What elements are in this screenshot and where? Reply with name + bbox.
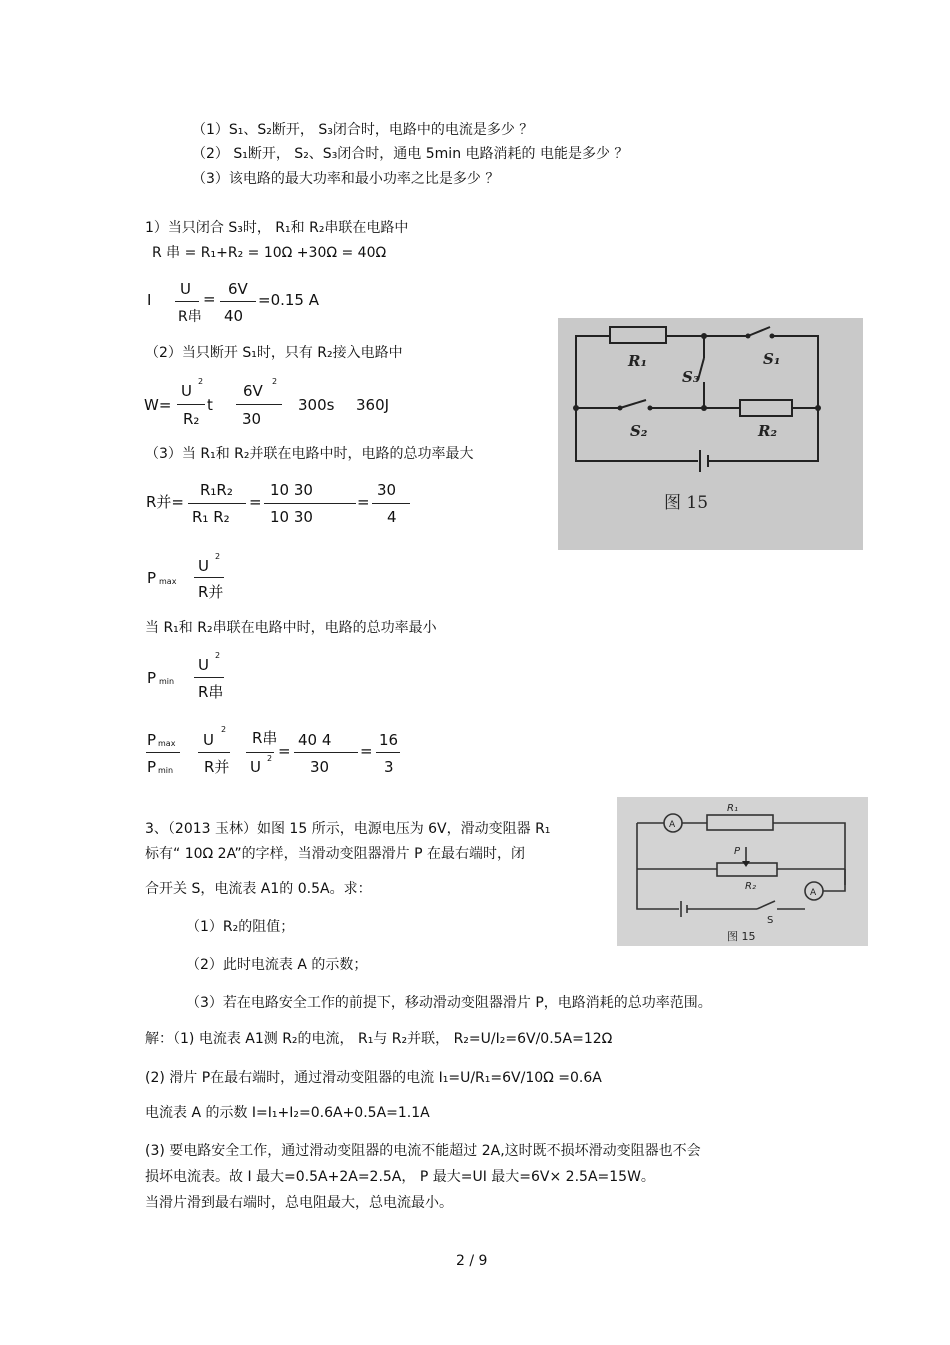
ratio-n3: R串 (252, 729, 278, 747)
ratio-n1-sub: max (158, 739, 176, 748)
pmax-den: R并 (198, 583, 224, 601)
current-lhs: I (147, 291, 152, 309)
label-s2: S₂ (630, 422, 648, 440)
pmin-num: U (198, 656, 209, 674)
rpar-lhs: R并= (146, 493, 184, 511)
problem3-line3: 合开关 S，电流表 A1的 0.5A。求： (145, 881, 372, 897)
current-num2: 6V (228, 280, 248, 298)
work-den2: 30 (242, 410, 262, 428)
work-time: 300s (298, 396, 335, 414)
circuit-diagram-top (558, 318, 863, 550)
rpar-den2: 10 30 (270, 508, 313, 526)
label-r2: R₂ (758, 422, 778, 440)
pmin-sub: min (159, 677, 175, 686)
ratio-d1-sub: min (158, 766, 174, 775)
rpar-num2: 10 30 (270, 481, 313, 499)
ratio-eq1: = (278, 742, 291, 760)
work-den: R₂ (183, 410, 200, 428)
rpar-den1: R₁ R₂ (192, 508, 230, 526)
bottom-label-r2: R₂ (745, 881, 756, 892)
work-exp2: 2 (272, 377, 278, 386)
question-1: （1）S₁、S₂断开， S₃闭合时，电路中的电流是多少 ？ (192, 122, 534, 138)
solution-step1: 1）当只闭合 S₃时， R₁和 R₂串联在电路中 (145, 220, 409, 236)
problem3-sol2: (2) 滑片 P在最右端时，通过滑动变阻器的电流 I₁=U/R₁=6V/10Ω =0.6A (145, 1070, 602, 1086)
work-lhs: W= (144, 396, 172, 414)
pmin-den: R串 (198, 683, 224, 701)
ratio-eq2: = (360, 742, 373, 760)
rpar-num1: R₁R₂ (200, 481, 233, 499)
work-t: t (207, 396, 213, 414)
ratio-d4: 30 (310, 758, 330, 776)
rpar-den3: 4 (387, 508, 397, 526)
min-text: 当 R₁和 R₂串联在电路中时，电路的总功率最小 (145, 620, 437, 636)
pmax-exp: 2 (215, 552, 221, 561)
pmin-lhs: P (147, 669, 157, 687)
work-num: U (181, 382, 192, 400)
rpar-num3: 30 (377, 481, 397, 499)
ratio-d5: 3 (384, 758, 394, 776)
ratio-n2: U (203, 731, 214, 749)
label-r1: R₁ (628, 352, 648, 370)
ratio-n4: 40 4 (298, 731, 332, 749)
rpar-eq1: = (249, 493, 262, 511)
problem3-sol5: 损坏电流表。故 I 最大=0.5A+2A=2.5A， P 最大=UI 最大=6V× 2.5A=15W。 (145, 1169, 655, 1185)
label-s1: S₁ (763, 350, 781, 368)
ratio-d2: R并 (204, 758, 230, 776)
pmax-num: U (198, 557, 209, 575)
work-result: 360J (356, 396, 390, 414)
rpar-eq2: = (357, 493, 370, 511)
bottom-label-a1: A (669, 820, 676, 830)
current-den: R串 (178, 309, 202, 325)
work-exp: 2 (198, 377, 204, 386)
problem3-q2: （2）此时电流表 A 的示数； (186, 957, 368, 973)
current-den2: 40 (224, 307, 244, 325)
pmax-lhs: P (147, 569, 157, 587)
ratio-d1: P (147, 758, 157, 776)
eq-sign: = (203, 290, 216, 308)
pmax-sub: max (159, 577, 177, 586)
solution-step2: （2）当只断开 S₁时，只有 R₂接入电路中 (145, 345, 403, 361)
problem3-sol6: 当滑片滑到最右端时，总电阻最大，总电流最小。 (145, 1195, 453, 1211)
problem3-line1: 3、（2013 玉林）如图 15 所示，电源电压为 6V，滑动变阻器 R₁ (145, 821, 551, 837)
problem3-q1: （1）R₂的阻值； (186, 919, 295, 935)
label-s3: S₃ (682, 368, 700, 386)
current-result: =0.15 A (258, 291, 319, 309)
circuit-figure-top (558, 318, 863, 550)
circuit-figure-bottom (617, 797, 868, 946)
question-2: （2） S₁断开， S₂、S₃闭合时，通电 5min 电路消耗的 电能是多少 ？ (192, 146, 629, 162)
pmin-exp: 2 (215, 651, 221, 660)
circuit-diagram-bottom (617, 797, 868, 946)
question-3: （3）该电路的最大功率和最小功率之比是多少 ？ (192, 171, 500, 187)
ratio-d3: U (250, 758, 261, 776)
solution-step3: （3）当 R₁和 R₂并联在电路中时，电路的总功率最大 (145, 446, 474, 462)
problem3-sol4: (3) 要电路安全工作，通过滑动变阻器的电流不能超过 2A,这时既不损坏滑动变阻器也不会 (145, 1143, 701, 1159)
series-resistance-eq: R 串 = R₁+R₂ = 10Ω +30Ω = 40Ω (152, 245, 387, 261)
ratio-n5: 16 (379, 731, 399, 749)
bottom-label-p: P (734, 846, 741, 857)
work-num2: 6V (243, 382, 263, 400)
problem3-q3: （3）若在电路安全工作的前提下，移动滑动变阻器滑片 P，电路消耗的总功率范围。 (186, 995, 712, 1011)
ratio-d3-exp: 2 (267, 754, 273, 763)
bottom-label-a: A (810, 888, 817, 898)
problem3-line2: 标有“ 10Ω 2A”的字样，当滑动变阻器滑片 P 在最右端时，闭 (145, 846, 526, 862)
page-number: 2 / 9 (456, 1253, 488, 1269)
problem3-sol3: 电流表 A 的示数 I=I₁+I₂=0.6A+0.5A=1.1A (145, 1105, 430, 1121)
ratio-n2-exp: 2 (221, 725, 227, 734)
figure-caption-top: 图 15 (664, 493, 709, 513)
bottom-label-s: S (767, 915, 774, 926)
ratio-n1: P (147, 731, 157, 749)
problem3-sol1: 解：（1) 电流表 A1测 R₂的电流， R₁与 R₂并联， R₂=U/I₂=6V/0.5A=12Ω (145, 1031, 613, 1047)
current-num: U (180, 280, 191, 298)
bottom-label-r1: R₁ (727, 803, 738, 814)
figure-caption-bottom: 图 15 (727, 930, 756, 943)
